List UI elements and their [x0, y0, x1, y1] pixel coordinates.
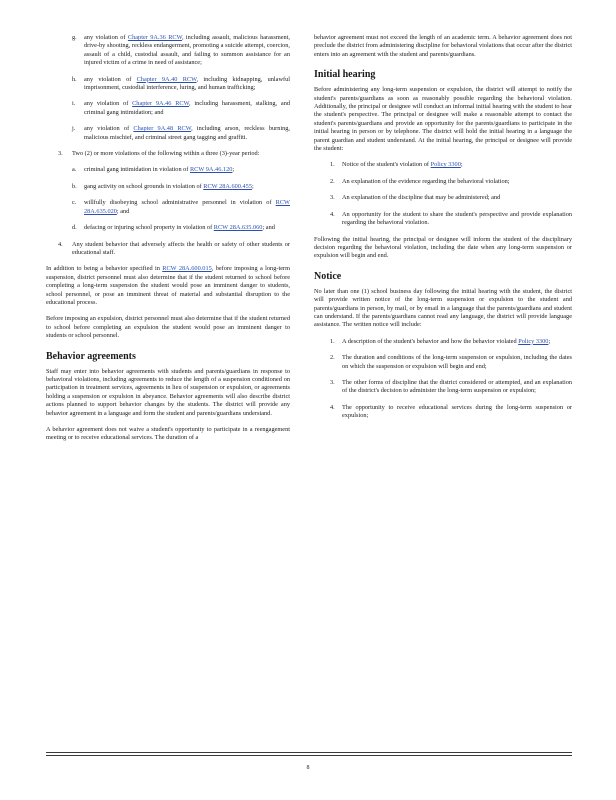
list-item [330, 338, 572, 346]
list-item [58, 241, 290, 258]
policy-link[interactable]: Policy 3300 [518, 337, 549, 345]
list-marker: a. [72, 166, 77, 174]
right-column [314, 34, 572, 429]
list-text: An explanation of the discipline that may be administered; and [342, 194, 501, 202]
statute-link[interactable]: RCW 28A.600.015 [162, 265, 212, 273]
list-text: Any student behavior that adversely affects the health or safety of other students or educational staff. [72, 240, 290, 256]
list-item [330, 178, 572, 186]
list-marker: j. [72, 125, 76, 133]
list-item [72, 100, 290, 117]
list-marker: 4. [330, 210, 335, 218]
list-marker: 3. [330, 378, 335, 386]
list-item [330, 379, 572, 396]
statute-link[interactable]: Chapter 9A.36 RCW [127, 34, 182, 41]
list-marker: h. [72, 75, 77, 83]
paragraph: Before administering any long-term suspension or expulsion, the district will attempt to notify the student's parents/guardians as soon as reasonably possible regarding the behavioral violation. Additionally, the principal or designee will conduct an informal initial hearing with the student to hear the student's perspective. The principal or designee will make a reasonable attempt to contact the student's parents/guardians and provide an opportunity for the parents/guardians to participate in the initial hearing in person or by telephone. The district will hold the initial hearing in a language the parent guardian and student understand. At the initial hearing, the principal or designee will provide the student: [314, 86, 572, 153]
list-text: Notice of the student's violation of Policy 3300; [342, 161, 463, 169]
statute-link[interactable]: Chapter 9A.48 RCW [133, 125, 192, 133]
list-item [72, 34, 290, 68]
list-text: A description of the student's behavior and how the behavior violated Policy 3300; [342, 337, 551, 345]
page-number: 8 [306, 765, 310, 771]
list-marker: i. [72, 100, 76, 108]
paragraph: Following the initial hearing, the principal or designee will inform the student of the disciplinary decision regarding the behavioral violation, including the date when any long-term suspension or expulsion will begin and end. [314, 235, 572, 260]
list-item [72, 183, 290, 191]
list-text: willfully disobeying school administrative personnel in violation of RCW 28A.635.020; and [84, 199, 290, 215]
paragraph: A behavior agreement does not waive a student's opportunity to participate in a reengagement meeting or to receive educational services. The duration of a [46, 426, 290, 442]
list-item [72, 199, 290, 216]
footer-rule-bottom [46, 755, 572, 756]
list-marker: 1. [330, 337, 335, 345]
list-item [330, 354, 572, 371]
paragraph: Staff may enter into behavior agreements with students and parents/guardians in response to behavioral violations, including agreements to reduce the length of a suspension conditioned on participation in treatment services, agreements in lieu of suspension or expulsion, or agreements holding a suspension or expulsion in abeyance. Behavior agreements will also describe district actions planned to support behavior changes by the students. The district will provide any behavior agreement in a language and form the student and parents/guardians understand. [46, 367, 290, 417]
list-marker: 2. [330, 177, 335, 185]
list-item [72, 76, 290, 93]
list-marker: d. [72, 224, 77, 232]
section-heading: Behavior agreements [46, 350, 136, 362]
list-text: any violation of Chapter 9A.48 RCW, including arson, reckless burning, malicious mischief, and criminal street gang tagging and graffiti. [84, 125, 290, 141]
list-text: An explanation of the evidence regarding the behavioral violation; [342, 177, 510, 185]
list-text: any violation of Chapter 9A.36 RCW, including assault, malicious harassment, drive-by shooting, reckless endangerment, promoting a suicide attempt, coercion, assault of a child, custodial assault, and failing to summon assistance for an injured victim of a crime in need of assistance; [84, 34, 290, 67]
list-item [72, 125, 290, 142]
list-item [330, 404, 572, 421]
list-item [330, 161, 572, 169]
list-item [72, 224, 290, 232]
paragraph: behavior agreement must not exceed the length of an academic term. A behavior agreement does not preclude the district from administering discipline for behavioral violations that occur after the district enters into an agreement with the student and parents/guardians. [314, 34, 572, 58]
section-heading: Notice [314, 270, 342, 282]
left-column [46, 34, 290, 451]
section-heading: Initial hearing [314, 69, 376, 81]
footer-rule-top [46, 752, 572, 753]
paragraph: No later than one (1) school business day following the initial hearing with the student, the district will provide written notice of the long-term suspension or expulsion to the student and parents/guardians in person, by mail, or by email in a language that the parents/guardians and student can understand. If the parents/guardians cannot read any language, the district will provide language assistance. The written notice will include: [314, 287, 572, 329]
list-text: gang activity on school grounds in violation of RCW 28A.600.455; [84, 182, 254, 190]
list-item [72, 166, 290, 174]
list-marker: 1. [330, 161, 335, 169]
policy-link[interactable]: Policy 3300 [430, 161, 461, 169]
list-text: criminal gang intimidation in violation of RCW 9A.46.120; [84, 166, 235, 174]
list-marker: 4. [58, 240, 63, 248]
statute-link[interactable]: RCW 9A.46.120 [189, 166, 233, 174]
list-text: An opportunity for the student to share the student's perspective and provide explanation regarding the behavioral violation. [342, 210, 572, 227]
list-marker: 2. [330, 354, 335, 362]
list-text: The other forms of discipline that the district considered or attempted, and an explanation of the district's decision to administer the long-term suspension or expulsion; [342, 378, 572, 395]
list-marker: 4. [330, 403, 335, 411]
list-item [330, 211, 572, 228]
list-text: any violation of Chapter 9A.46 RCW, including harassment, stalking, and criminal gang intimidation; and [84, 100, 290, 116]
list-marker: 3. [330, 194, 335, 202]
list-text: The opportunity to receive educational services during the long-term suspension or expulsion; [342, 403, 572, 420]
list-text: defacing or injuring school property in violation of RCW 28A.635.060; and [84, 224, 275, 232]
list-marker: c. [72, 199, 77, 207]
statute-link[interactable]: RCW 28A.635.060 [213, 224, 263, 232]
statute-link[interactable]: RCW 28A.600.455 [203, 182, 252, 190]
list-marker: b. [72, 182, 77, 190]
list-text: any violation of Chapter 9A.40 RCW, including kidnapping, unlawful imprisonment, custodial interference, luring, and human trafficking; [84, 75, 290, 92]
list-text: The duration and conditions of the long-term suspension or expulsion, including the dates on which the suspension or expulsion will begin and end; [342, 354, 572, 370]
statute-link[interactable]: Chapter 9A.46 RCW [132, 100, 189, 108]
list-marker: g. [72, 34, 77, 41]
list-marker: 3. [58, 150, 63, 158]
list-text: Two (2) or more violations of the following within a three (3)-year period: [72, 150, 260, 158]
statute-link[interactable]: RCW 28A.635.020 [84, 199, 290, 215]
paragraph: Before imposing an expulsion, district personnel must also determine that if the student returned to school before completing an expulsion the student would pose an imminent danger to students or school personnel. [46, 315, 290, 340]
list-item [330, 194, 572, 202]
statute-link[interactable]: Chapter 9A.40 RCW [136, 75, 197, 83]
paragraph: In addition to being a behavior specified in RCW 28A.600.015, before imposing a long-term suspension, district personnel must also determine that if the student returned to school before completing a long-term suspension the student would pose an imminent danger to students, school personnel, or pose an imminent threat of material and substantial disruption to the educational process. [46, 265, 290, 306]
list-item [58, 150, 290, 158]
